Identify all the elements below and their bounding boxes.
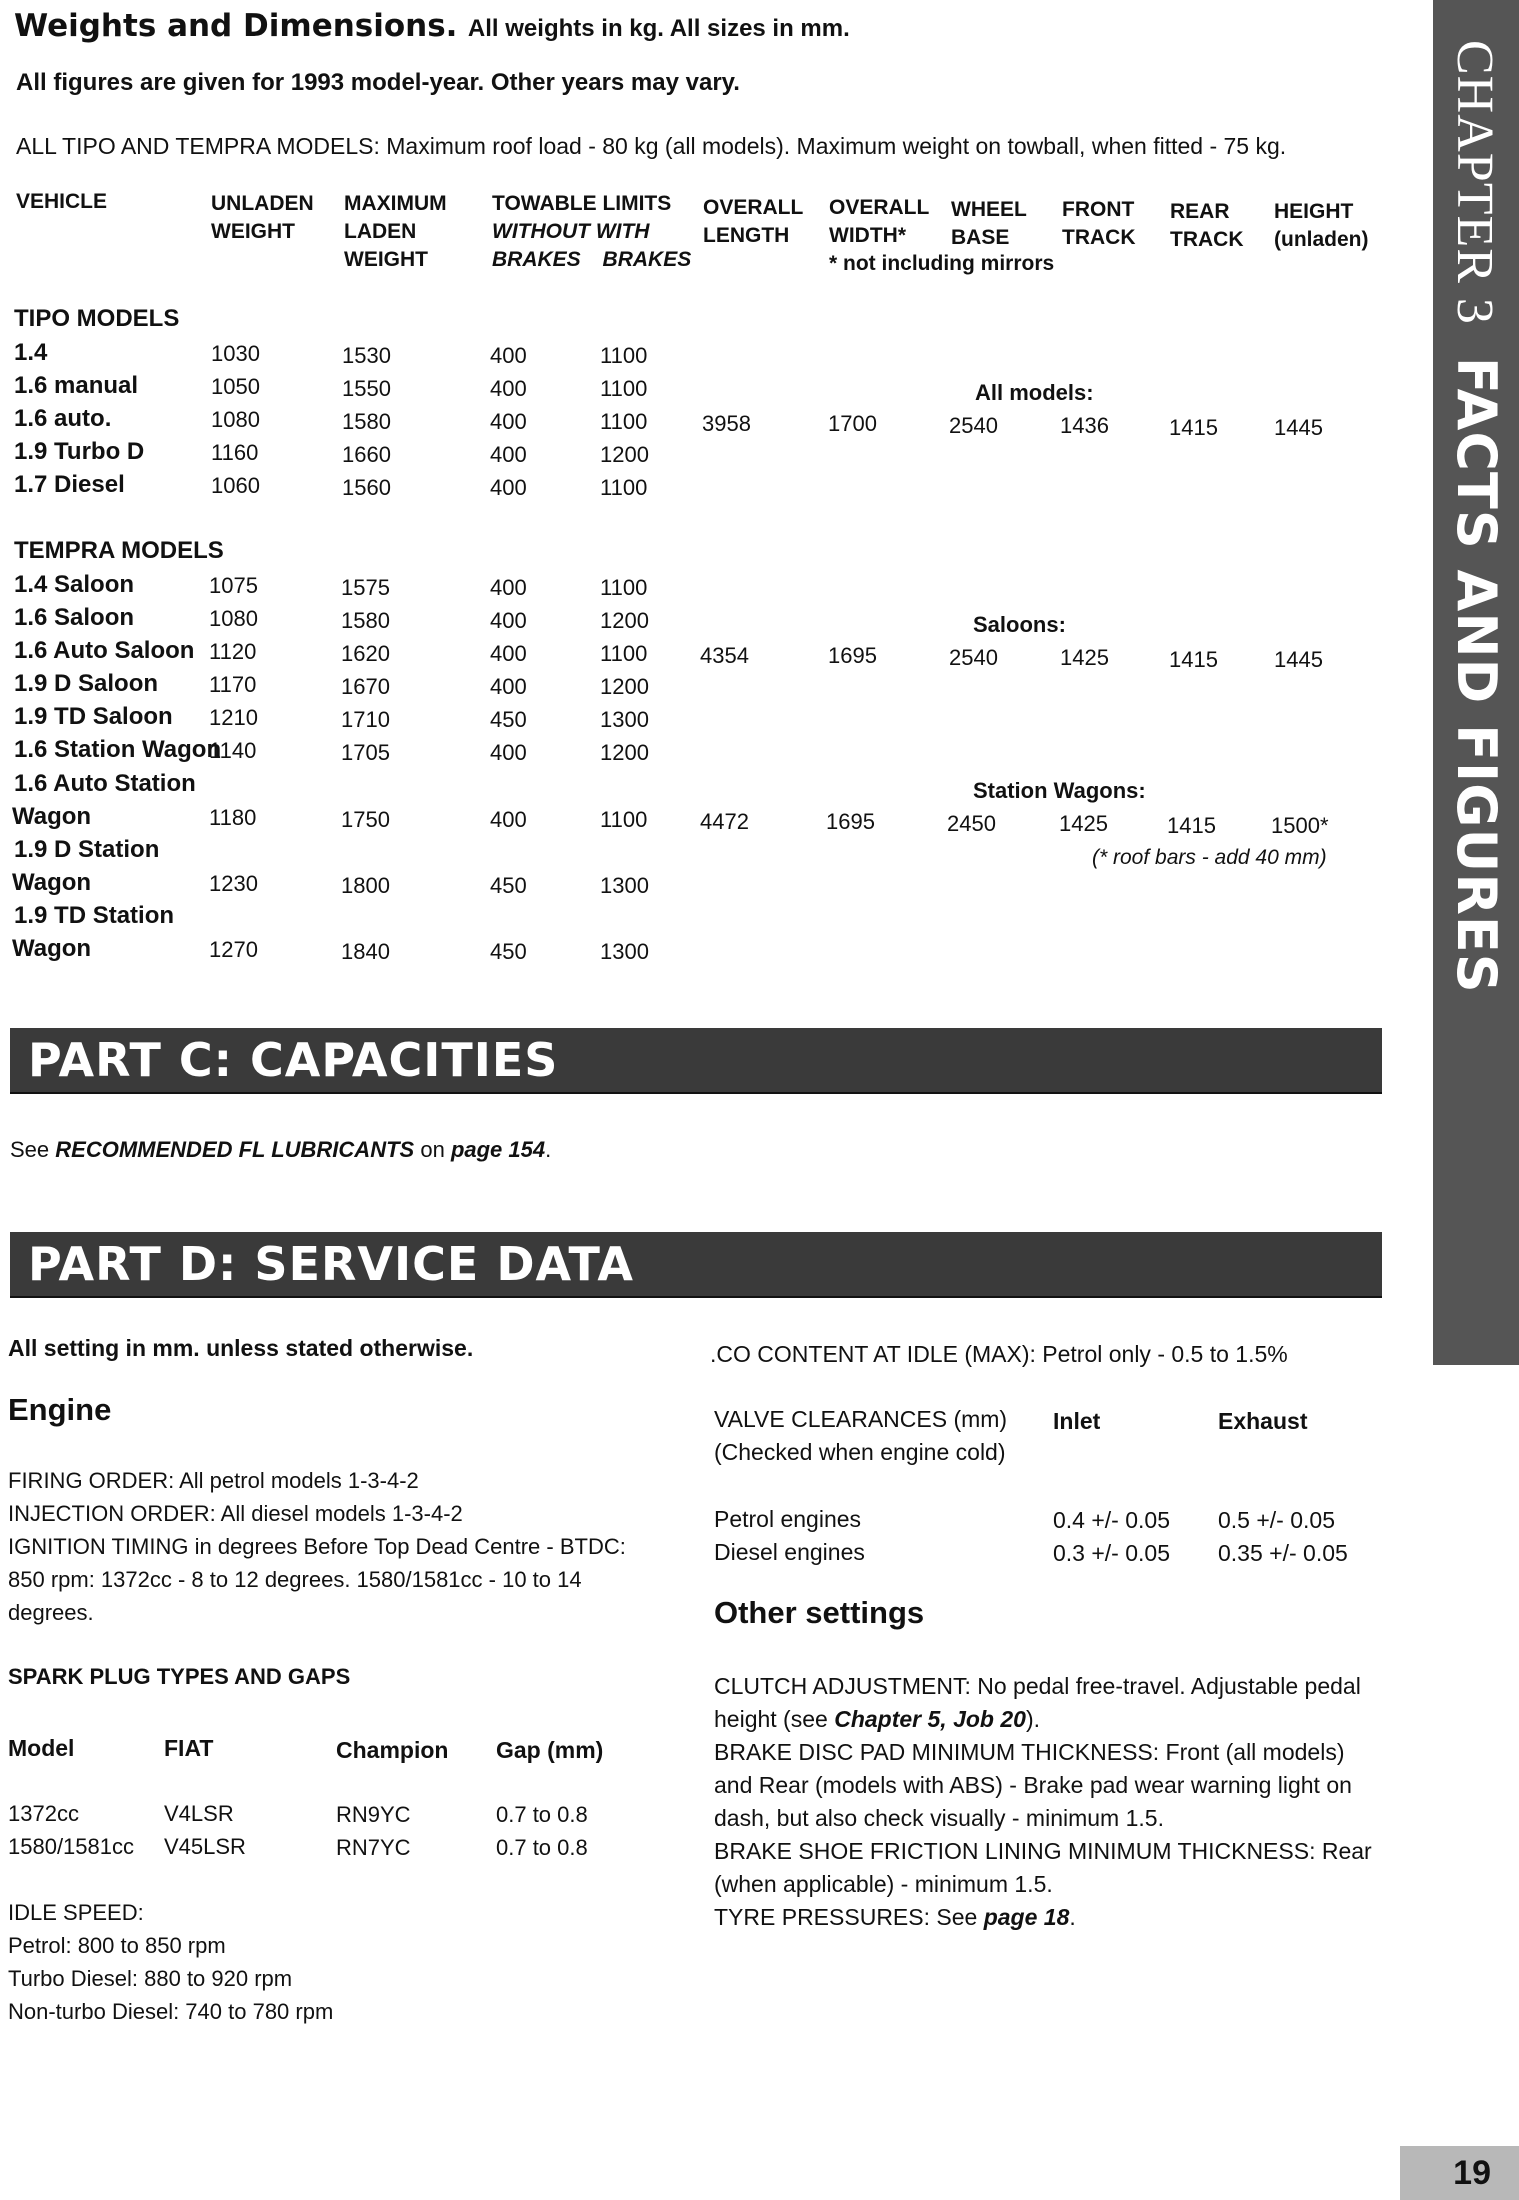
tempra-wagon-unladen: 1180	[209, 805, 257, 830]
idle-speed-heading: IDLE SPEED:	[8, 1900, 144, 1925]
tipo-rear-track: 1415	[1169, 415, 1218, 440]
clutch-adjustment-2	[714, 1703, 1040, 1735]
settings-note: All setting in mm. unless stated otherwise.	[8, 1335, 474, 1361]
tempra-row-max: 1670	[341, 674, 390, 699]
roof-bars-note: (* roof bars - add 40 mm)	[1092, 846, 1327, 869]
col-length-line1: OVERALL	[703, 196, 804, 219]
tempra-wagon-name-2: Wagon	[12, 935, 92, 962]
spark-row-gap: 0.7 to 0.8	[496, 1802, 588, 1827]
spark-row-champion: RN9YC	[336, 1802, 411, 1827]
tipo-row-unladen: 1060	[211, 473, 260, 498]
tipo-row-name: 1.7 Diesel	[14, 471, 125, 498]
col-max-line3: WEIGHT	[344, 248, 428, 271]
col-unladen-line2: WEIGHT	[211, 220, 295, 243]
saloon-dims-label: Saloons:	[973, 612, 1066, 637]
tempra-row-name: 1.6 Saloon	[14, 604, 135, 631]
tempra-row-with: 1300	[600, 707, 649, 732]
tempra-row-with: 1100	[600, 641, 648, 666]
tipo-front-track: 1436	[1060, 413, 1109, 438]
col-max-line2: LADEN	[344, 220, 417, 243]
tipo-row-with: 1200	[600, 442, 649, 467]
tipo-row-max: 1580	[342, 409, 391, 434]
tempra-row-unladen: 1210	[209, 705, 258, 730]
tempra-wagon-name-2: Wagon	[12, 803, 92, 830]
tipo-row-max: 1560	[342, 475, 391, 500]
tempra-row-without: 450	[490, 707, 527, 732]
col-front-line1: FRONT	[1062, 198, 1135, 221]
valve-row-inlet: 0.4 +/- 0.05	[1053, 1507, 1170, 1533]
part-c-end: .	[545, 1137, 552, 1162]
col-vehicle: VEHICLE	[16, 190, 108, 213]
col-rear-line1: REAR	[1170, 200, 1230, 223]
tipo-row-unladen: 1050	[211, 374, 260, 399]
tempra-row-max: 1580	[341, 608, 390, 633]
spark-col-fiat: FIAT	[164, 1735, 214, 1761]
col-width-note: * not including mirrors	[829, 252, 1055, 275]
tipo-row-with: 1100	[600, 475, 648, 500]
spark-row-model: 1580/1581cc	[8, 1834, 134, 1859]
tipo-row-unladen: 1030	[211, 341, 260, 366]
tempra-row-without: 400	[490, 674, 527, 699]
tipo-row-with: 1100	[600, 343, 648, 368]
tipo-row-name: 1.9 Turbo D	[14, 438, 145, 465]
col-front-track	[1062, 196, 1136, 252]
tempra-row-with: 1100	[600, 575, 648, 600]
col-front-line2: TRACK	[1062, 226, 1136, 249]
tempra-row-without: 400	[490, 641, 527, 666]
tempra-wagon-name-1: 1.9 TD Station	[14, 902, 175, 929]
valve-row-exhaust: 0.35 +/- 0.05	[1218, 1540, 1348, 1566]
tempra-row-unladen: 1170	[209, 672, 257, 697]
tipo-row-with: 1100	[600, 409, 648, 434]
part-c-page-ref: page 154	[450, 1137, 546, 1162]
col-max-laden	[344, 190, 447, 274]
col-unladen-line1: UNLADEN	[211, 192, 314, 215]
tipo-row-without: 400	[490, 409, 527, 434]
col-tow-brakes-2: BRAKES	[602, 248, 692, 271]
tipo-wheelbase: 2540	[949, 413, 998, 438]
wagon-height: 1500*	[1271, 813, 1329, 838]
col-width-line2: WIDTH*	[829, 224, 906, 247]
tempra-wagon-max: 1800	[341, 873, 390, 898]
col-max-line1: MAXIMUM	[344, 192, 447, 215]
tipo-row-without: 400	[490, 442, 527, 467]
valve-col-inlet: Inlet	[1053, 1408, 1101, 1434]
tyre-end: .	[1069, 1904, 1076, 1930]
tempra-wagon-with: 1100	[600, 807, 648, 832]
side-tab-section: FACTS AND FIGURES	[1445, 356, 1508, 994]
wagon-wheelbase: 2450	[947, 811, 996, 836]
tempra-heading: TEMPRA MODELS	[14, 537, 224, 564]
chapter-side-tab	[1433, 0, 1519, 1365]
tipo-row-name: 1.6 manual	[14, 372, 139, 399]
tipo-width: 1700	[828, 411, 877, 436]
page-number: 19	[1453, 2154, 1491, 2192]
co-content: .CO CONTENT AT IDLE (MAX): Petrol only - 0.5 to 1.5%	[710, 1341, 1288, 1367]
col-tow-with: WITH	[595, 220, 650, 243]
valve-row-engine: Petrol engines	[714, 1506, 862, 1532]
tipo-row-without: 400	[490, 376, 527, 401]
tipo-row-without: 400	[490, 343, 527, 368]
col-wheelbase	[951, 196, 1027, 252]
col-length-line2: LENGTH	[703, 224, 790, 247]
col-tow-without: WITHOUT	[492, 220, 590, 243]
roof-load-note: ALL TIPO AND TEMPRA MODELS: Maximum roof load - 80 kg (all models). Maximum weight on towball, when fitted - 75 kg.	[16, 133, 1287, 159]
page-title	[14, 8, 850, 44]
tempra-wagon-max: 1750	[341, 807, 390, 832]
valve-row-exhaust: 0.5 +/- 0.05	[1218, 1507, 1335, 1533]
wagon-front-track: 1425	[1059, 811, 1108, 836]
spark-row-gap: 0.7 to 0.8	[496, 1835, 588, 1860]
tempra-row-unladen: 1080	[209, 606, 258, 631]
tempra-wagon-unladen: 1270	[209, 937, 258, 962]
tempra-wagon-without: 400	[490, 807, 527, 832]
col-towable-limits	[492, 190, 691, 274]
valve-clearances-label: VALVE CLEARANCES (mm)	[714, 1406, 1008, 1432]
spark-row-champion: RN7YC	[336, 1835, 411, 1860]
tempra-row-max: 1575	[341, 575, 390, 600]
valve-clearances-note: (Checked when engine cold)	[714, 1439, 1006, 1465]
tempra-row-max: 1620	[341, 641, 390, 666]
col-height	[1274, 198, 1369, 254]
firing-order: FIRING ORDER: All petrol models 1-3-4-2	[8, 1468, 419, 1493]
idle-speed-turbo: Turbo Diesel: 880 to 920 rpm	[8, 1966, 293, 1991]
tempra-row-name: 1.9 D Saloon	[14, 670, 159, 697]
tempra-row-name: 1.9 TD Saloon	[14, 703, 173, 730]
tipo-dims-label: All models:	[975, 380, 1094, 405]
col-length	[703, 194, 803, 250]
clutch-end: ).	[1025, 1706, 1040, 1732]
tempra-row-name: 1.6 Station Wagon	[14, 736, 222, 763]
tempra-row-without: 400	[490, 740, 527, 765]
part-c-title: PART C: CAPACITIES	[28, 1033, 559, 1087]
tipo-row-max: 1530	[342, 343, 391, 368]
spark-col-gap: Gap (mm)	[496, 1737, 604, 1763]
col-width-line1: OVERALL	[829, 196, 930, 219]
saloon-rear-track: 1415	[1169, 647, 1218, 672]
page-number-box	[1400, 2146, 1519, 2200]
wagon-length: 4472	[700, 809, 749, 834]
ignition-timing-1: IGNITION TIMING in degrees Before Top Dead Centre - BTDC:	[8, 1534, 626, 1559]
valve-row-engine: Diesel engines	[714, 1539, 865, 1565]
part-c-on: on	[420, 1137, 445, 1162]
tipo-row-name: 1.4	[14, 339, 48, 366]
brake-shoe-2: (when applicable) - minimum 1.5.	[714, 1871, 1053, 1897]
saloon-height: 1445	[1274, 647, 1323, 672]
part-d-header	[10, 1232, 1382, 1298]
spark-plug-heading: SPARK PLUG TYPES AND GAPS	[8, 1664, 351, 1689]
tempra-wagon-with: 1300	[600, 873, 649, 898]
idle-speed-nonturbo: Non-turbo Diesel: 740 to 780 rpm	[8, 1999, 334, 2024]
wagon-dims-label: Station Wagons:	[973, 778, 1146, 803]
part-c-see: See	[10, 1137, 50, 1162]
part-c-header	[10, 1028, 1382, 1094]
tempra-row-without: 400	[490, 608, 527, 633]
saloon-front-track: 1425	[1060, 645, 1109, 670]
tempra-row-without: 400	[490, 575, 527, 600]
part-d-title: PART D: SERVICE DATA	[28, 1237, 634, 1291]
idle-speed-petrol: Petrol: 800 to 850 rpm	[8, 1933, 226, 1958]
spark-col-champion: Champion	[336, 1737, 449, 1763]
tipo-height: 1445	[1274, 415, 1323, 440]
tipo-row-name: 1.6 auto.	[14, 405, 112, 432]
tempra-wagon-without: 450	[490, 873, 527, 898]
brake-disc-2: and Rear (models with ABS) - Brake pad wear warning light on	[714, 1772, 1352, 1798]
wagon-width: 1695	[826, 809, 875, 834]
injection-order: INJECTION ORDER: All diesel models 1-3-4-2	[8, 1501, 463, 1526]
col-unladen	[211, 190, 314, 246]
col-height-line1: HEIGHT	[1274, 200, 1354, 223]
tempra-wagon-unladen: 1230	[209, 871, 258, 896]
clutch-chapter-ref: Chapter 5, Job 20	[834, 1706, 1026, 1732]
col-height-line2: (unladen)	[1274, 228, 1369, 251]
tipo-row-unladen: 1160	[211, 440, 259, 465]
wagon-rear-track: 1415	[1167, 813, 1216, 838]
model-year-note: All figures are given for 1993 model-year. Other years may vary.	[16, 69, 740, 96]
tempra-row-unladen: 1140	[209, 738, 257, 763]
tempra-row-name: 1.4 Saloon	[14, 571, 135, 598]
other-settings-heading: Other settings	[714, 1595, 925, 1630]
tempra-row-unladen: 1120	[209, 639, 257, 664]
spark-row-model: 1372cc	[8, 1801, 79, 1826]
ignition-timing-2: 850 rpm: 1372cc - 8 to 12 degrees. 1580/1581cc - 10 to 14	[8, 1567, 582, 1592]
col-tow-line1: TOWABLE LIMITS	[492, 192, 672, 215]
tyre-pressures	[714, 1901, 1076, 1933]
tyre-page-ref: page 18	[983, 1904, 1070, 1930]
spark-row-fiat: V4LSR	[164, 1801, 234, 1826]
tempra-row-unladen: 1075	[209, 573, 258, 598]
tempra-wagon-without: 450	[490, 939, 527, 964]
part-c-lubricants-ref: RECOMMENDED FL LUBRICANTS	[55, 1137, 415, 1162]
spark-col-model: Model	[8, 1735, 75, 1761]
tipo-row-max: 1660	[342, 442, 391, 467]
tipo-length: 3958	[702, 411, 751, 436]
part-c-note	[10, 1134, 551, 1166]
col-rear-line2: TRACK	[1170, 228, 1244, 251]
tempra-wagon-name-2: Wagon	[12, 869, 92, 896]
tipo-heading: TIPO MODELS	[14, 305, 180, 332]
engine-heading: Engine	[8, 1392, 112, 1427]
title-subtitle: All weights in kg. All sizes in mm.	[467, 15, 850, 42]
title-heading: Weights and Dimensions.	[14, 8, 458, 44]
brake-disc-1: BRAKE DISC PAD MINIMUM THICKNESS: Front (all models)	[714, 1739, 1345, 1765]
tempra-wagon-with: 1300	[600, 939, 649, 964]
col-wheel-line2: BASE	[951, 226, 1010, 249]
tempra-row-name: 1.6 Auto Saloon	[14, 637, 195, 664]
tipo-row-unladen: 1080	[211, 407, 260, 432]
spark-row-fiat: V45LSR	[164, 1834, 246, 1859]
tempra-row-with: 1200	[600, 674, 649, 699]
clutch-adjustment-1: CLUTCH ADJUSTMENT: No pedal free-travel. Adjustable pedal	[714, 1673, 1361, 1699]
col-rear-track	[1170, 198, 1244, 254]
tempra-row-with: 1200	[600, 740, 649, 765]
tempra-wagon-name-1: 1.9 D Station	[14, 836, 160, 863]
side-tab-text	[1445, 40, 1508, 994]
brake-shoe-1: BRAKE SHOE FRICTION LINING MINIMUM THICKNESS: Rear	[714, 1838, 1372, 1864]
tempra-row-with: 1200	[600, 608, 649, 633]
saloon-wheelbase: 2540	[949, 645, 998, 670]
side-tab-chapter: CHAPTER 3	[1446, 40, 1503, 325]
brake-disc-3: dash, but also check visually - minimum 1.5.	[714, 1805, 1164, 1831]
tempra-row-max: 1710	[341, 707, 390, 732]
saloon-length: 4354	[700, 643, 749, 668]
tipo-row-with: 1100	[600, 376, 648, 401]
tempra-wagon-name-1: 1.6 Auto Station	[14, 770, 196, 797]
valve-row-inlet: 0.3 +/- 0.05	[1053, 1540, 1170, 1566]
col-tow-brakes-1: BRAKES	[492, 248, 581, 271]
col-wheel-line1: WHEEL	[951, 198, 1027, 221]
tempra-wagon-max: 1840	[341, 939, 390, 964]
tempra-row-max: 1705	[341, 740, 390, 765]
clutch-see: height (see	[714, 1706, 828, 1732]
tipo-row-without: 400	[490, 475, 527, 500]
tipo-row-max: 1550	[342, 376, 391, 401]
saloon-width: 1695	[828, 643, 877, 668]
tyre-see: TYRE PRESSURES: See	[714, 1904, 978, 1930]
valve-col-exhaust: Exhaust	[1218, 1408, 1308, 1434]
ignition-timing-3: degrees.	[8, 1600, 94, 1625]
